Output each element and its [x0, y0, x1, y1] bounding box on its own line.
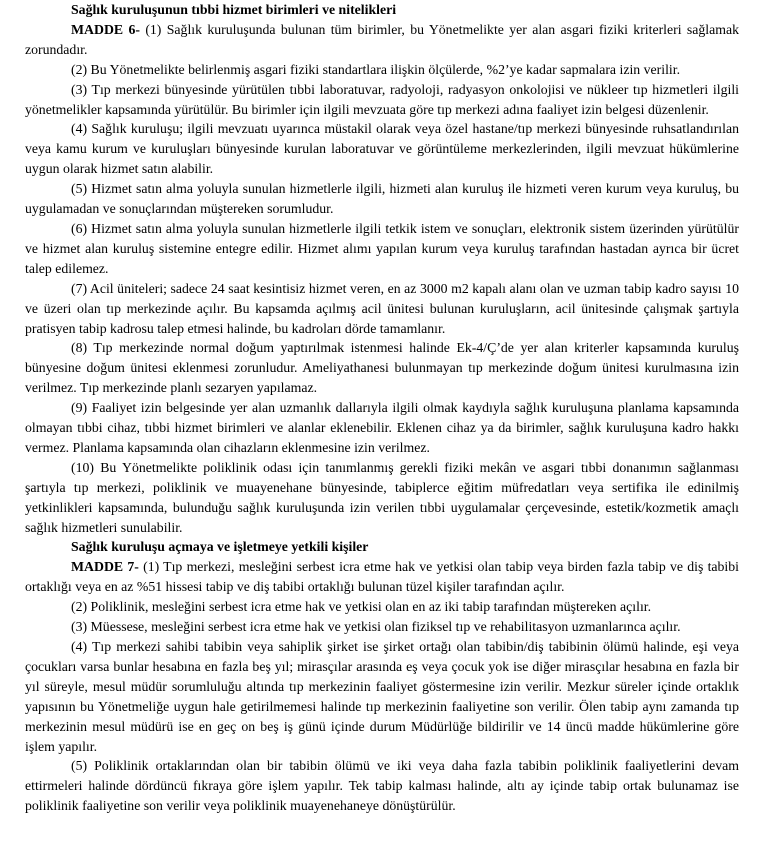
- article-6-paragraph-10: (10) Bu Yönetmelikte poliklinik odası için tanımlanmış gerekli fiziki mekân ve asgari tıbbi donanımın sağlanması şartıyla tıp merkezi, poliklinik ve muayenehane bünyesinde, tabiplerce eğitim müfredatları veya sertifika ile edinilmiş yetkinlikleri kapsamında, bulunduğu sağlık kuruluşunda izin verilen tıbbi uygulamalar çerçevesinde, estetik/kozmetik amaçlı sağlık hizmetleri sunulabilir.: [25, 459, 739, 535]
- heading-article-7: Sağlık kuruluşu açmaya ve işletmeye yetkili kişiler: [71, 539, 369, 555]
- article-6-paragraph-8: (8) Tıp merkezinde normal doğum yaptırılmak istenmesi halinde Ek-4/Ç’de yer alan kriterler kapsamında kuruluş bünyesine doğum ünitesi eklenmesi zorunludur. Ameliyathanesi bulunmayan tıp merkezinde doğum ünitesi kurulmasına izin verilmez. Tıp merkezinde planlı sezaryen yapılamaz.: [25, 340, 739, 396]
- article-7-paragraph-1: [25, 557, 739, 597]
- article-6-paragraph-5: (5) Hizmet satın alma yoluyla sunulan hizmetlerle ilgili, hizmeti alan kuruluş ile hizmeti veren kurum veya kuruluş, bu uygulamadan ve sonuçlarından müştereken sorumludur.: [25, 181, 739, 217]
- article-6-paragraph-2: (2) Bu Yönetmelikte belirlenmiş asgari fiziki standartlara ilişkin ölçülerde, %2’ye kadar sapmalara izin verilir.: [71, 61, 681, 77]
- article-6-paragraph-6: (6) Hizmet satın alma yoluyla sunulan hizmetlerle ilgili tetkik istem ve sonuçları, elektronik sistem üzerinden yürütülür ve hizmet alan kuruluş sistemine entegre edilir. Hizmet alımı yapılan kurum veya kuruluş tarafından hastadan ayrıca bir ücret talep edilemez.: [25, 220, 739, 276]
- article-7-paragraph-2: (2) Poliklinik, mesleğini serbest icra etme hak ve yetkisi olan en az iki tabip tarafından müştereken açılır.: [71, 599, 652, 615]
- article-7-label: MADDE 7-: [71, 559, 139, 575]
- article-7-paragraph-4: (4) Tıp merkezi sahibi tabibin veya sahiplik şirket ise şirket ortağı olan tabibin/diş tabibinin ölümü halinde, eşi veya çocukları varsa bunlar hesabına en fazla beş yıl; mirasçılar arasında eş veya çocuk yok ise diğer mirasçılar hesabına en fazla bir yıl süreyle, mesul müdür sorumluluğu altında tıp merkezinin faaliyet göstermesine izin verilir. Mezkur süreler içinde ortaklık yapısının bu Yönetmeliğe uygun hale getirilmemesi halinde tıp merkezinin faaliyetine son verilir. Ölen tabip aynı zamanda tıp merkezinin mesul müdürü ise en geç on beş iş günü içinde durum Müdürlüğe bildirilir ve 14 üncü madde hükümlerine göre işlem yapılır.: [25, 639, 739, 754]
- article-7-paragraph-3: (3) Müessese, mesleğini serbest icra etme hak ve yetkisi olan fiziksel tıp ve rehabilitasyon uzmanlarınca açılır.: [71, 619, 681, 635]
- paragraph-text: (1) Sağlık kuruluşunda bulunan tüm birimler, bu Yönetmelikte yer alan asgari fiziki kriterleri sağlamak zorundadır.: [25, 21, 740, 57]
- article-6-paragraph-9: (9) Faaliyet izin belgesinde yer alan uzmanlık dallarıyla ilgili olmak kaydıyla sağlık kuruluşuna planlama kapsamında olmayan tıbbi cihaz, tıbbi hizmet birimleri ve alanlar eklenebilir. Eklenen cihaz ya da birimler, sağlık kuruluşuna kadro hakkı vermez. Planlama kapsamında olan cihazların eklenmesine izin verilmez.: [25, 400, 739, 455]
- heading-article-6: Sağlık kuruluşunun tıbbi hizmet birimleri ve nitelikleri: [71, 2, 397, 17]
- article-6-paragraph-7: (7) Acil üniteleri; sadece 24 saat kesintisiz hizmet veren, en az 3000 m2 kapalı alanı olan ve uzman tabip kadro sayısı 10 ve üzeri olan tıp merkezinde açılır. Bu kapsamda açılmış acil ünitesi bulunan kuruluşların, acil ünitesinde çalışmak şartıyla pratisyen tabip kadrosu talep etmesi halinde, bu kadroları dörde tamamlanır.: [25, 280, 739, 336]
- article-6-paragraph-3: (3) Tıp merkezi bünyesinde yürütülen tıbbi laboratuvar, radyoloji, radyasyon onkolojisi ve nükleer tıp hizmetleri ilgili yönetmelikler kapsamında yürütülür. Bu birimler için ilgili mevzuata göre tıp merkezi adına faaliyet izin belgesi düzenlenir.: [25, 81, 739, 117]
- article-6-paragraph-1: [25, 20, 739, 60]
- article-7-paragraph-5: (5) Poliklinik ortaklarından olan bir tabibin ölümü ve iki veya daha fazla tabibin poliklinik faaliyetlerini devam ettirmeleri halinde dördüncü fıkraya göre işlem yapılır. Tek tabip kalması halinde, altı ay içinde tabip ortak bulunamaz ise poliklinik faaliyetine son verilir veya poliklinik muayenehaneye dönüştürülür.: [25, 758, 739, 814]
- article-6-label: MADDE 6-: [71, 21, 140, 37]
- article-6-paragraph-4: (4) Sağlık kuruluşu; ilgili mevzuatı uyarınca müstakil olarak veya özel hastane/tıp merkezi bünyesinde ruhsatlandırılan veya kamu kurum ve kuruluşları bünyesinde kurulan laboratuvar ve görüntüleme merkezlerinden, ilgili mevzuat hükümlerine uygun olarak hizmet satın alabilir.: [25, 121, 739, 177]
- paragraph-text: (1) Tıp merkezi, mesleğini serbest icra etme hak ve yetkisi olan tabip veya birden fazla tabip ve diş tabibi ortaklığı veya en az %51 hissesi tabip ve diş tabibi ortaklığı bulunan tüzel kişiler tarafından açılır.: [25, 559, 739, 595]
